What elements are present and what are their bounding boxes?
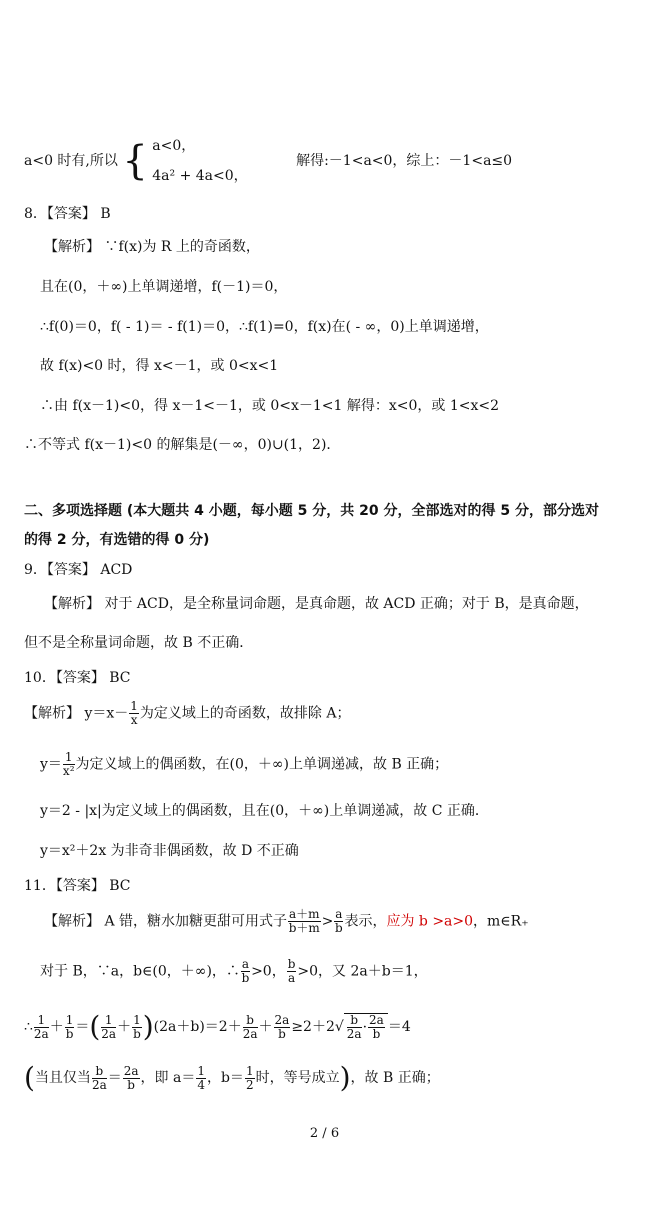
numerator: 2a	[369, 1013, 384, 1027]
denominator: 2a	[33, 1026, 49, 1041]
denominator: x²	[62, 764, 75, 778]
fraction	[123, 1065, 140, 1092]
plus: ＋	[258, 1019, 273, 1035]
q11-line-a	[44, 908, 529, 935]
equals: ＝	[107, 1070, 122, 1086]
q8-line-b: 且在(0，＋∞)上单调递增，f(－1)＝0，	[40, 279, 288, 295]
fraction	[65, 1014, 75, 1041]
solution-text: 解得:－1<a<0，综上：－1<a≤0	[296, 153, 513, 169]
text: 时，等号成立	[255, 1070, 340, 1086]
denominator: x	[130, 713, 138, 727]
numerator: a	[241, 957, 250, 971]
denominator: 2a	[346, 1027, 362, 1041]
text: ，b＝	[206, 1070, 244, 1086]
q8-line-c: ∴f(0)＝0，f( - 1)＝ - f(1)＝0，∴f(1)=0，f(x)在( - ∞，0)上单调递增，	[40, 319, 489, 335]
text: ，故 B 正确；	[350, 1070, 440, 1086]
fraction	[63, 751, 75, 778]
greater-sign: >	[321, 913, 334, 930]
numerator: b	[347, 1014, 362, 1028]
fraction	[334, 908, 343, 935]
q10-line-b	[40, 751, 448, 778]
text: ＝4	[387, 1019, 411, 1035]
numerator: b	[243, 1014, 258, 1028]
fraction	[287, 958, 297, 985]
numerator: a	[335, 907, 343, 921]
denominator: 2a	[91, 1077, 107, 1092]
numerator: 1	[101, 1014, 116, 1028]
fraction	[288, 908, 321, 935]
paren-open: (	[24, 1061, 35, 1094]
equals: ＝	[75, 1019, 90, 1035]
fraction	[274, 1014, 291, 1041]
text: ，m∈R₊	[473, 913, 529, 930]
brace: {	[122, 138, 148, 184]
denominator: 2a	[101, 1026, 117, 1041]
text: 为定义域上的偶函数，在(0，＋∞)上单调递减，故 B 正确；	[75, 756, 449, 773]
q8-answer: 8．【答案】 B	[24, 206, 111, 222]
q9-answer: 9．【答案】 ACD	[24, 562, 133, 578]
sys-row-1: a<0，	[152, 138, 196, 154]
sqrt-body	[344, 1013, 388, 1041]
q11-answer: 11．【答案】 BC	[24, 878, 131, 894]
q10-line-a	[24, 700, 350, 727]
text: 为定义域上的奇函数，故排除 A；	[139, 705, 351, 722]
q8-line-a: 【解析】 ∵f(x)为 R 上的奇函数，	[44, 239, 260, 255]
paren-close: )	[339, 1061, 351, 1094]
numerator: 1	[197, 1063, 205, 1078]
fraction	[34, 1014, 49, 1041]
denominator: b	[65, 1026, 74, 1041]
text: >0，	[251, 963, 286, 980]
plus: ＋	[117, 1019, 132, 1035]
q8-line-e: ∴由 f(x－1)<0，得 x－1<－1，或 0<x－1<1 解得：x<0，或 1<x<2	[40, 398, 500, 414]
numerator: b	[287, 957, 296, 971]
denominator: 2	[245, 1077, 254, 1092]
text: 表示，	[344, 913, 387, 930]
numerator: b	[92, 1065, 107, 1079]
text: ，即 a＝	[140, 1070, 196, 1086]
fraction	[92, 1065, 107, 1092]
text: 当且仅当	[34, 1070, 91, 1086]
q8-line-f: ∴不等式 f(x－1)<0 的解集是(－∞，0)∪(1，2)．	[24, 437, 341, 453]
numerator: 1	[130, 699, 138, 713]
text: ∴	[24, 1019, 33, 1035]
numerator: 2a	[123, 1063, 139, 1078]
numerator: 1	[133, 1012, 141, 1027]
numerator: a＋m	[289, 907, 320, 921]
numerator: 1	[65, 1012, 74, 1027]
text: 【解析】 y＝x－	[24, 705, 129, 722]
denominator: b	[241, 971, 250, 985]
numerator: 2a	[274, 1012, 290, 1027]
denominator: 4	[197, 1077, 205, 1092]
paren-open: (	[89, 1010, 101, 1043]
q10-line-c: y＝2 - |x|为定义域上的偶函数，且在(0，＋∞)上单调递减，故 C 正确．	[40, 803, 489, 819]
fraction	[241, 958, 250, 985]
fraction	[245, 1065, 255, 1092]
section-title-2: 的得 2 分，有选错的得 0 分)	[24, 532, 210, 548]
text: 对于 B，∵a，b∈(0，＋∞)，∴	[40, 963, 240, 980]
q11-line-d	[24, 1061, 440, 1094]
q8-line-d: 故 f(x)<0 时，得 x<－1，或 0<x<1	[40, 358, 279, 374]
fraction	[347, 1014, 362, 1041]
text: (2a＋b)＝2＋	[153, 1019, 242, 1035]
fraction	[243, 1014, 258, 1041]
denominator: b	[278, 1026, 286, 1041]
denominator: b	[127, 1077, 135, 1092]
fraction	[101, 1014, 116, 1041]
text: ≥2＋2	[291, 1019, 335, 1035]
text: 【解析】 A 错，糖水加糖更甜可用式子	[44, 913, 288, 930]
denominator: b	[133, 1026, 141, 1041]
denominator: b	[335, 921, 343, 935]
inequality-system	[152, 131, 247, 191]
section-title: 二、多项选择题 (本大题共 4 小题，每小题 5 分，共 20 分，全部选对的得 5 分，部分选对	[24, 503, 599, 519]
denominator: a	[287, 971, 296, 985]
text: >0，又 2a＋b＝1，	[297, 963, 428, 980]
red-note: 应为 b >a>0	[386, 913, 474, 930]
fraction	[129, 700, 139, 727]
q10-answer: 10．【答案】 BC	[24, 670, 131, 686]
text: a<0 时有,所以	[24, 153, 118, 169]
plus: ＋	[49, 1019, 64, 1035]
dot: ·	[362, 1019, 368, 1036]
paren-close: )	[142, 1010, 154, 1043]
numerator: 1	[64, 750, 73, 764]
text: y＝	[40, 756, 62, 773]
q11-line-b	[40, 958, 428, 985]
fraction	[368, 1014, 385, 1041]
numerator: 1	[245, 1063, 254, 1078]
denominator: b	[372, 1027, 381, 1041]
q9-line-b: 但不是全称量词命题，故 B 不正确．	[24, 635, 254, 651]
sys-row-2: 4a² + 4a<0，	[152, 168, 248, 184]
sqrt-sign: √	[334, 1019, 344, 1035]
q10-line-d: y＝x²＋2x 为非奇非偶函数，故 D 不正确	[40, 843, 299, 859]
fraction	[196, 1065, 206, 1092]
page-number: 2 / 6	[309, 1126, 340, 1141]
q9-line-a: 【解析】 对于 ACD，是全称量词命题，是真命题，故 ACD 正确；对于 B，是真命题，	[44, 596, 589, 612]
q11-line-c	[24, 1010, 411, 1043]
fraction	[132, 1014, 142, 1041]
numerator: 1	[34, 1014, 49, 1028]
denominator: 2a	[242, 1026, 258, 1041]
denominator: b＋m	[288, 921, 320, 935]
q7-conclusion-line	[24, 131, 512, 191]
